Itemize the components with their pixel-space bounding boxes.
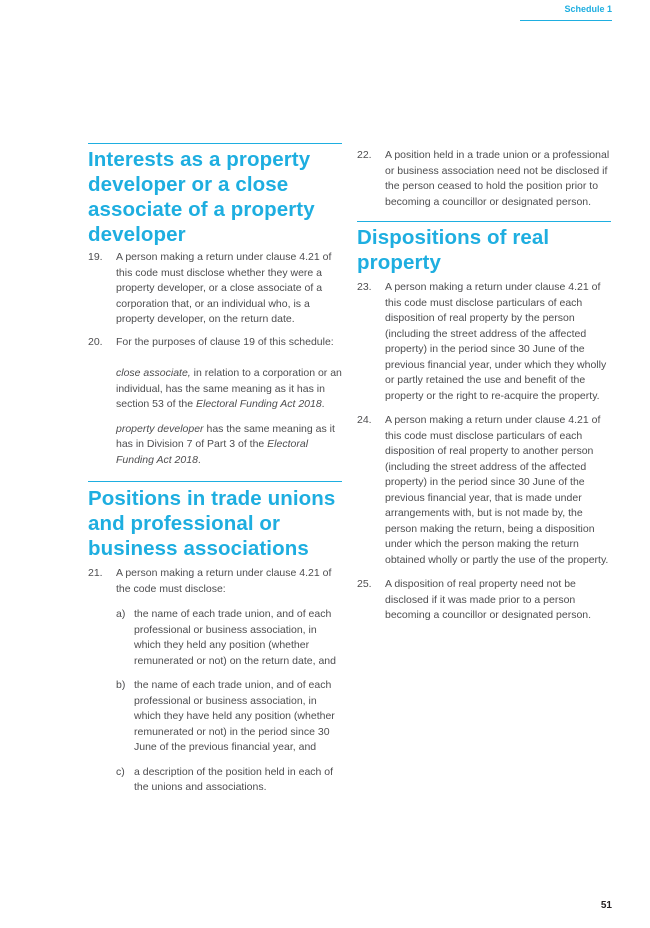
clause-number: 20.: [88, 335, 103, 348]
section-heading-trade-unions: Positions in trade unions and professional or business associations: [88, 487, 336, 560]
definition-body: in relation to a corporation or an individual, has the same meaning as it has in section 53 of the: [116, 367, 342, 410]
clause-25: [357, 577, 611, 624]
definition-property-developer: [116, 422, 342, 469]
clause-19: [88, 250, 342, 328]
clause-number: 19.: [88, 251, 103, 263]
clause-20: [88, 335, 342, 469]
clause-24: [357, 413, 611, 568]
clause-text: A disposition of real property need not be disclosed if it was made prior to a person becoming a councillor or designated person.: [385, 578, 592, 621]
list-item: [116, 607, 342, 669]
clause-22: [357, 148, 611, 210]
clause-text: A person making a return under clause 4.21 of this code must disclose particulars of each disposition of real property by the person (including the street address of the affected property) in the period since 30 June of the previous financial year, under which they wholly or partly retained the use and benefit of the property or the right to re-acquire the property.: [385, 281, 607, 402]
clause-21: [88, 566, 342, 796]
section-heading-dispositions: Dispositions of real property: [357, 226, 550, 274]
list-item-text: the name of each trade union, and of each professional or business association, in which they held any position (whether remunerated or not) on the return date, and: [134, 608, 336, 667]
act-title: Electoral Funding Act 2018: [195, 398, 322, 410]
list-item-label: a): [116, 608, 126, 620]
schedule-label: Schedule 1: [520, 4, 612, 21]
list-item-label: b): [116, 679, 126, 691]
clause-text: For the purposes of clause 19 of this schedule:: [116, 335, 334, 348]
left-column: [88, 143, 342, 796]
clause-number: 24.: [357, 414, 372, 426]
definition-close-associate: [116, 366, 342, 413]
clause-number: 23.: [357, 281, 372, 293]
clause-number: 22.: [357, 149, 372, 161]
definition-end: .: [321, 398, 325, 410]
definition-body: has the same meaning as it has in Division 7 of Part 3 of the: [116, 422, 335, 450]
list-item: [116, 678, 342, 756]
section-divider: [88, 143, 342, 144]
clause-number: 21.: [88, 567, 103, 579]
page-number: 51: [600, 900, 612, 911]
defined-term: close associate,: [116, 367, 191, 379]
list-item-label: c): [116, 765, 125, 778]
clause-23: [357, 280, 611, 404]
list-item-text: a description of the position held in each of the unions and associations.: [134, 765, 334, 793]
list-item-text: the name of each trade union, and of each professional or business association, in which they have held any position (whether remunerated or not) in the period since 30 June of the previous financial year, and: [134, 679, 335, 753]
clause-text: A person making a return under clause 4.21 of the code must disclose:: [116, 567, 332, 595]
section-divider: [357, 221, 611, 222]
defined-term: property developer: [116, 422, 204, 435]
definition-end: .: [197, 453, 201, 466]
clause-text: A person making a return under clause 4.21 of this code must disclose particulars of each disposition of real property to another person (including the street address of the affected property) in the period since 30 June of the previous financial year, that is made under arrangements with, but is not made by, the person making the return, being a disposition under which the person making the return obtained wholly or partly the use of the property.: [385, 414, 609, 566]
section-divider: [88, 481, 342, 482]
list-item: [116, 765, 342, 796]
section-heading-property-developer: Interests as a property developer or a close associate of a property developer: [88, 148, 315, 246]
act-title: Electoral Funding Act 2018: [116, 438, 309, 466]
clause-text: A position held in a trade union or a professional or business association need not be disclosed if the person ceased to hold the position prior to becoming a councillor or designated person.: [385, 149, 610, 208]
clause-text: A person making a return under clause 4.21 of this code must disclose whether they were a property developer, or a close associate of a corporation that, or an individual who, is a property developer, on the return date.: [116, 251, 332, 325]
right-column: [357, 148, 611, 624]
clause-number: 25.: [357, 578, 372, 590]
